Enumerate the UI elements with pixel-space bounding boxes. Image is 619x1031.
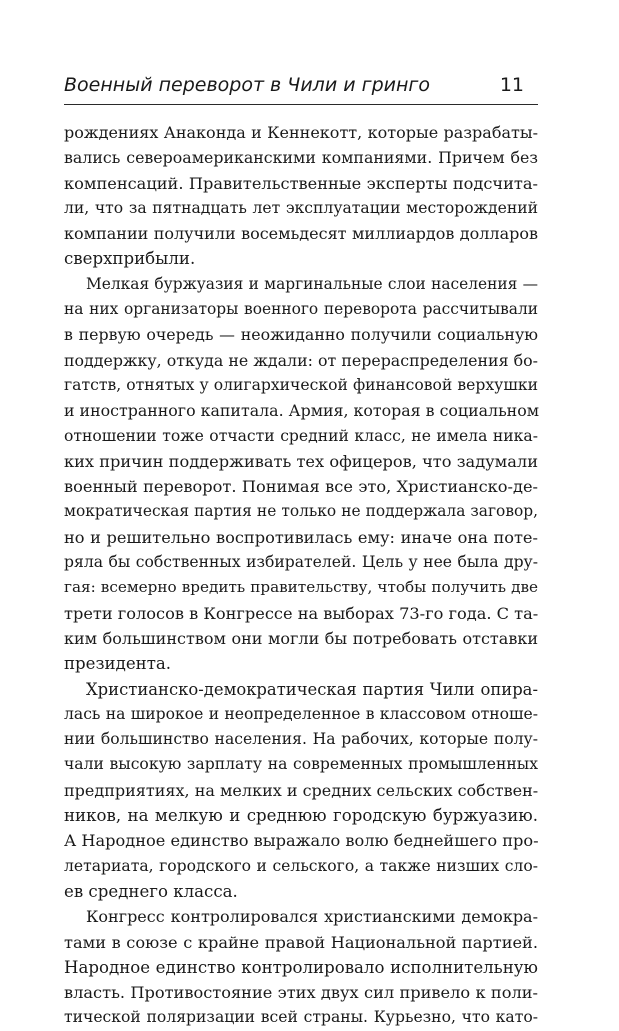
text-line: гатств, отнятых у олигархической финансовой верхушки	[64, 375, 538, 394]
text-line: гая: всемерно вредить правительству, чтобы получить две	[64, 578, 538, 597]
text-line: ев среднего класса.	[64, 881, 238, 901]
text-line: военный переворот. Понимая все это, Христианско-де-	[64, 477, 538, 497]
text-line: лась на широкое и неопределенное в классовом отноше-	[64, 704, 538, 723]
text-line: мократическая партия не только не поддержала заговор,	[64, 502, 538, 521]
paragraph-first-line: Христианско-демократическая партия Чили опира-	[86, 679, 538, 699]
text-line: но и решительно воспротивилась ему: иначе она поте-	[64, 527, 538, 547]
text-line: тами в союзе с крайне правой Национальной партией.	[64, 932, 538, 952]
text-line: и иностранного капитала. Армия, которая в социальном	[64, 401, 540, 421]
body-text	[64, 120, 538, 1031]
text-line: ряла бы собственных избирателей. Цель у нее была дру-	[64, 553, 538, 572]
text-line: ких причин поддерживать тех офицеров, что задумали	[64, 451, 538, 471]
text-line: на них организаторы военного переворота рассчитывали	[64, 300, 538, 319]
text-line: рождениях Анаконда и Кеннекотт, которые разрабаты-	[64, 123, 538, 142]
text-line: А Народное единство выражало волю беднейшего про-	[64, 831, 539, 851]
running-title: Военный переворот в Чили и гринго	[64, 74, 431, 96]
text-line: нии большинство населения. На рабочих, которые полу-	[64, 730, 538, 749]
page-number: 11	[499, 74, 524, 96]
text-line: президента.	[64, 654, 172, 674]
text-line: компенсаций. Правительственные эксперты подсчита-	[64, 173, 538, 193]
paragraph-first-line: Мелкая буржуазия и маргинальные слои населения —	[86, 274, 538, 293]
text-line: ким большинством они могли бы потребовать отставки	[64, 628, 538, 648]
text-line: отношении тоже отчасти средний класс, не имела ника-	[64, 426, 538, 445]
text-line: чали высокую зарплату на современных промышленных	[64, 755, 538, 774]
paragraph-first-line: Конгресс контролировался христианскими демокра-	[86, 907, 538, 927]
text-line: сверхприбыли.	[64, 249, 196, 269]
text-line: тической поляризации всей страны. Курьезно, что като-	[64, 1008, 538, 1027]
text-line: предприятиях, на мелких и средних сельских собствен-	[64, 780, 539, 800]
text-line: вались североамериканскими компаниями. Причем без	[64, 148, 538, 168]
running-header	[64, 68, 538, 105]
text-line: поддержку, откуда не ждали: от перераспределения бо-	[64, 350, 538, 370]
text-line: летариата, городского и сельского, а также низших сло-	[64, 856, 538, 875]
text-line: ников, на мелкую и среднюю городскую буржуазию.	[64, 806, 538, 826]
text-line: власть. Противостояние этих двух сил привело к поли-	[64, 983, 538, 1003]
text-line: ли, что за пятнадцать лет эксплуатации месторождений	[64, 198, 538, 217]
text-line: в первую очередь — неожиданно получили социальную	[64, 325, 538, 345]
text-line: трети голосов в Конгрессе на выборах 73-го года. С та-	[64, 603, 539, 623]
text-line: компании получили восемьдесят миллиардов долларов	[64, 224, 538, 244]
text-line: Народное единство контролировало исполнительную	[64, 957, 538, 977]
